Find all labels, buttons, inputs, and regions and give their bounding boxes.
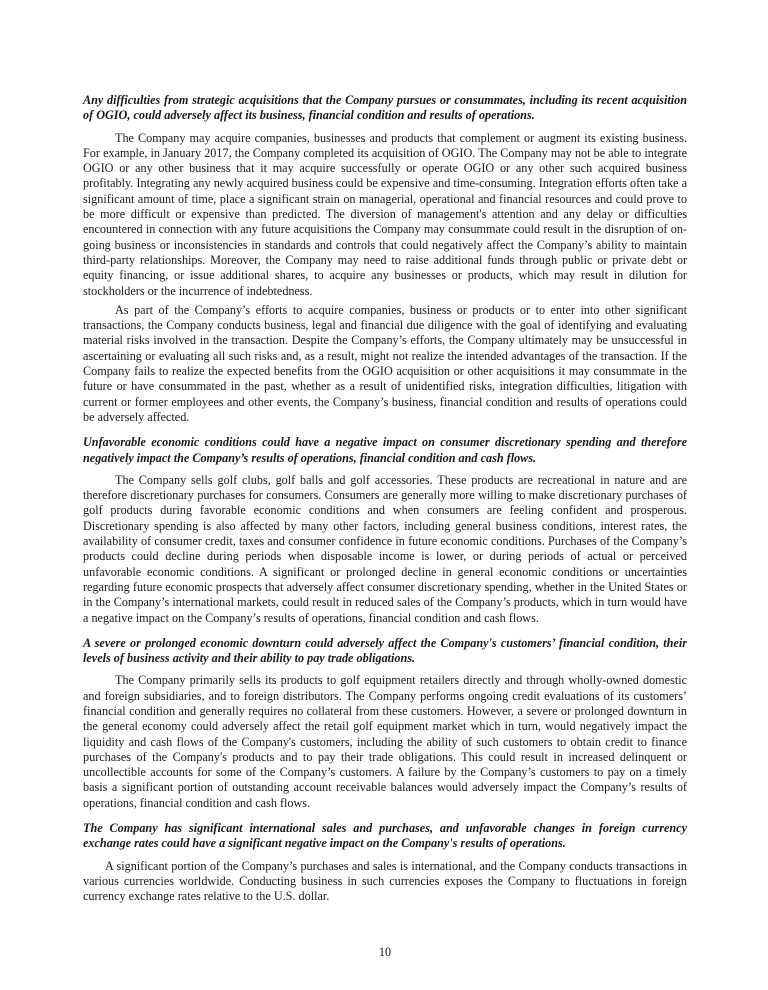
- section-heading-economic-conditions: Unfavorable economic conditions could have a negative impact on consumer discretionary spending and therefore negatively impact the Company’s results of operations, financial condition and cash flows.: [83, 435, 687, 465]
- paragraph: As part of the Company’s efforts to acquire companies, business or products or to enter into other significant transactions, the Company conducts business, legal and financial due diligence with the goal of identifying and evaluating material risks involved in the transaction. Despite the Company’s efforts, the Company ultimately may be unsuccessful in ascertaining or evaluating all such risks and, as a result, might not realize the intended advantages of the transaction. If the Company fails to realize the expected benefits from the OGIO acquisition or other acquisitions it may consummate in the future or have consummated in the past, whether as a result of unidentified risks, integration difficulties, litigation with current or former employees and other events, the Company’s business, financial condition and results of operations could be adversely affected.: [83, 302, 687, 424]
- paragraph: The Company may acquire companies, businesses and products that complement or augment its existing business. For example, in January 2017, the Company completed its acquisition of OGIO. The Company may not be able to integrate OGIO or any other business that it may acquire successfully or operate OGIO or any other such acquired business profitably. Integrating any newly acquired business could be expensive and time-consuming. Integration efforts often take a significant amount of time, place a significant strain on managerial, operational and financial resources and could prove to be more difficult or expensive than predicted. The diversion of management's attention and any delay or difficulties encountered in connection with any future acquisitions the Company may consummate could result in the disruption of on-going business or inconsistencies in standards and controls that could negatively affect the Company’s ability to maintain third-party relationships. Moreover, the Company may need to raise additional funds through public or private debt or equity financing, or issue additional shares, to acquire any businesses or products, which may result in dilution for stockholders or the incurrence of indebtedness.: [83, 130, 687, 298]
- section-heading-acquisitions: Any difficulties from strategic acquisitions that the Company pursues or consummates, including its recent acquisition of OGIO, could adversely affect its business, financial condition and results of operations.: [83, 93, 687, 123]
- page-number: 10: [378, 944, 392, 959]
- paragraph: A significant portion of the Company’s purchases and sales is international, and the Company conducts transactions in various currencies worldwide. Conducting business in such currencies exposes the Company to fluctuations in foreign currency exchange rates relative to the U.S. dollar.: [83, 858, 687, 904]
- section-heading-economic-downturn: A severe or prolonged economic downturn could adversely affect the Company's customers’ financial condition, their levels of business activity and their ability to pay trade obligations.: [83, 635, 687, 666]
- paragraph: The Company sells golf clubs, golf balls and golf accessories. These products are recreational in nature and are therefore discretionary purchases for consumers. Consumers are generally more willing to make discretionary purchases of golf products during favorable economic conditions and when consumers are feeling confident and prosperous. Discretionary spending is also affected by many other factors, including general business conditions, interest rates, the availability of consumer credit, taxes and consumer confidence in future economic conditions. Purchases of the Company’s products could decline during periods when disposable income is lower, or during periods of actual or perceived unfavorable economic conditions. A significant or prolonged decline in general economic conditions or uncertainties regarding future economic prospects that adversely affect consumer discretionary spending, whether in the United States or in the Company’s international markets, could result in reduced sales of the Company’s products, which in turn would have a negative impact on the Company’s results of operations, financial condition and cash flows.: [83, 472, 687, 625]
- paragraph: The Company primarily sells its products to golf equipment retailers directly and through wholly-owned domestic and foreign subsidiaries, and to foreign distributors. The Company performs ongoing credit evaluations of its customers’ financial condition and generally requires no collateral from these customers. However, a severe or prolonged downturn in the general economy could adversely affect the retail golf equipment market which in turn, would negatively impact the liquidity and cash flows of the Company's customers, including the ability of such customers to obtain credit to finance purchases of the Company's products and to pay their trade obligations. This could result in increased delinquent or uncollectible accounts for some of the Company’s customers. A failure by the Company’s customers to pay on a timely basis a significant portion of outstanding account receivable balances would adversely impact the Company’s results of operations, financial condition and cash flows.: [83, 673, 687, 810]
- section-heading-foreign-currency: The Company has significant international sales and purchases, and unfavorable changes in foreign currency exchange rates could have a significant negative impact on the Company's results of operations.: [83, 821, 687, 851]
